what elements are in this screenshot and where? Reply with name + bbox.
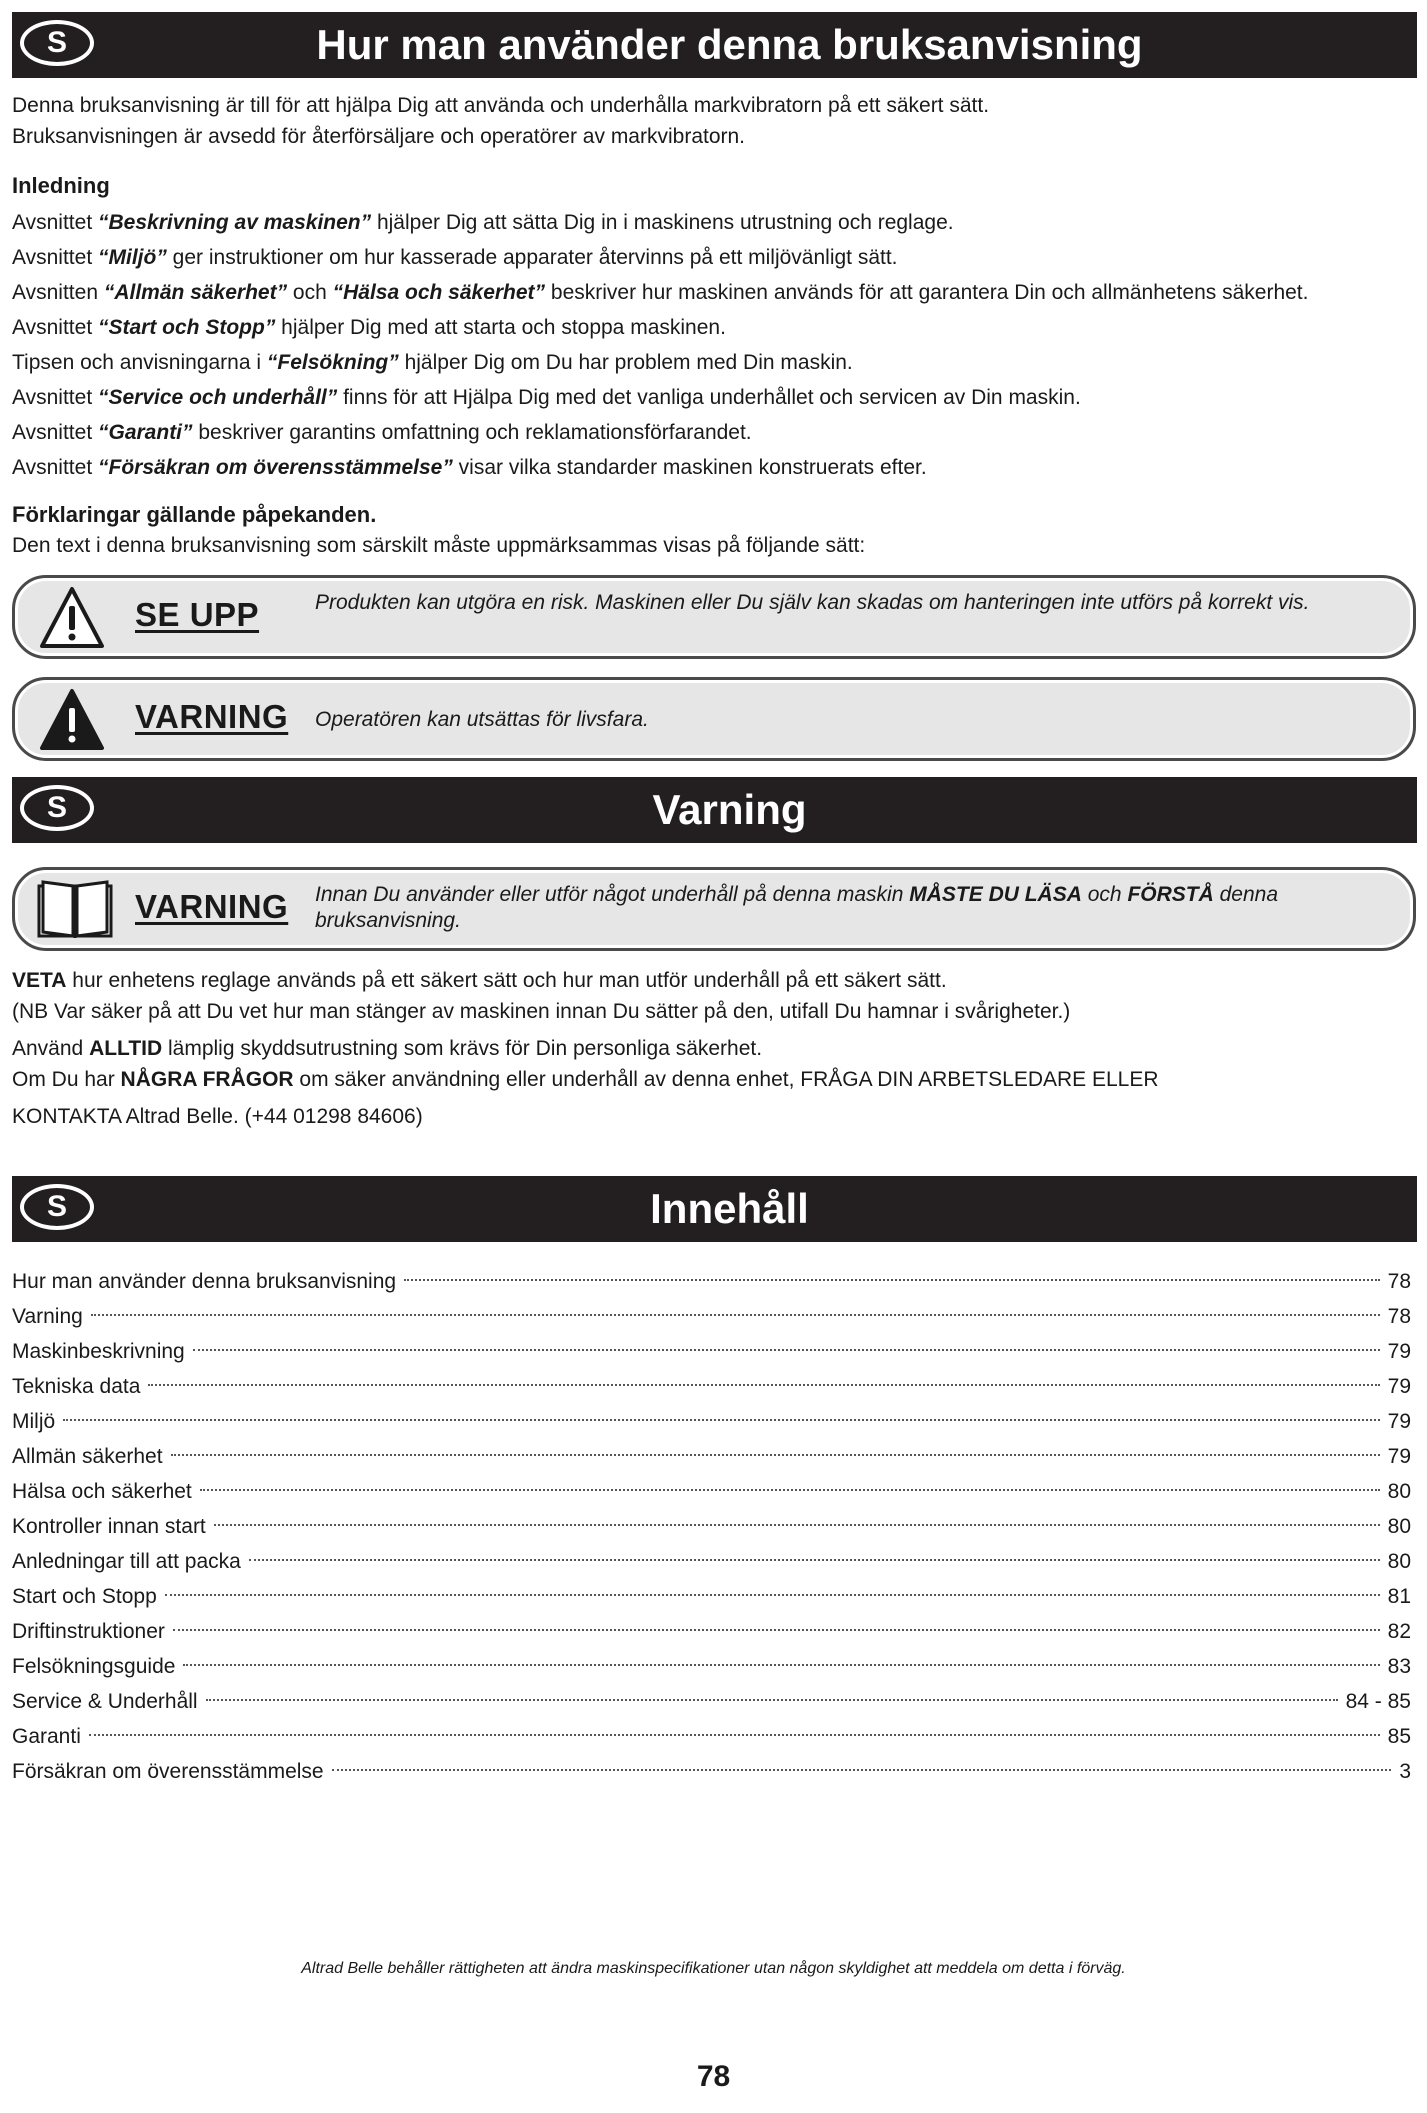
toc-entry[interactable]: Kontroller innan start 80 (12, 1515, 1411, 1538)
warning-triangle-icon (39, 688, 105, 752)
toc-entry[interactable]: Service & Underhåll 84 - 85 (12, 1690, 1411, 1713)
intro-paragraph: Avsnittet “Beskrivning av maskinen” hjälper Dig att sätta Dig in i maskinens utrustning och reglage. (12, 211, 954, 234)
intro-paragraph: Avsnittet “Service och underhåll” finns för att Hjälpa Dig med det vanliga underhållet och servicen av Din maskin. (12, 386, 1081, 409)
caution-label: SE UPP (135, 596, 260, 633)
section-title: Varning (652, 786, 807, 833)
intro-line-1: Denna bruksanvisning är till för att hjälpa Dig att använda och underhålla markvibratorn på ett säkert sätt. (12, 94, 990, 117)
toc-entry[interactable]: Miljö 79 (12, 1410, 1411, 1433)
footer-disclaimer: Altrad Belle behåller rättigheten att ändra maskinspecifikationer utan någon skyldighet att meddela om detta i förväg. (301, 1960, 1126, 1977)
read-manual-label: VARNING (135, 888, 289, 925)
section-title: Innehåll (650, 1185, 809, 1232)
warning-paragraph: Använd ALLTID lämplig skyddsutrustning som krävs för Din personliga säkerhet. (12, 1037, 763, 1060)
language-badge: S (20, 20, 94, 66)
intro-paragraph: Avsnittet “Garanti” beskriver garantins omfattning och reklamationsförfarandet. (12, 421, 752, 444)
intro-paragraph: Avsnittet “Start och Stopp” hjälper Dig med att starta och stoppa maskinen. (12, 316, 726, 339)
toc-entry[interactable]: Felsökningsguide 83 (12, 1655, 1411, 1678)
caution-notice (12, 575, 1416, 659)
document-page (12, 12, 1417, 1789)
explanations-text: Den text i denna bruksanvisning som särskilt måste uppmärksammas visas på följande sätt: (12, 534, 866, 557)
toc-entry[interactable]: Garanti 85 (12, 1725, 1411, 1748)
warning-notice (12, 677, 1416, 761)
section-banner-usage (12, 12, 1417, 78)
toc-entry[interactable]: Tekniska data 79 (12, 1375, 1411, 1398)
section-title: Hur man använder denna bruksanvisning (316, 21, 1143, 68)
inledning-heading: Inledning (12, 173, 110, 198)
section-banner-warning (12, 777, 1417, 843)
intro-paragraph: Avsnitten “Allmän säkerhet” och “Hälsa och säkerhet” beskriver hur maskinen används för att garantera Din och allmänhetens säkerhet. (12, 281, 1309, 304)
toc-entry[interactable]: Start och Stopp 81 (12, 1585, 1411, 1608)
language-badge: S (20, 1184, 94, 1230)
toc-entry[interactable]: Hälsa och säkerhet 80 (12, 1480, 1411, 1503)
explanations-heading: Förklaringar gällande påpekanden. (12, 502, 377, 527)
contact-line: KONTAKTA Altrad Belle. (+44 01298 84606) (12, 1105, 423, 1128)
caution-triangle-icon (39, 586, 105, 650)
toc-entry[interactable]: Varning 78 (12, 1305, 1411, 1328)
toc-entry[interactable]: Anledningar till att packa 80 (12, 1550, 1411, 1573)
toc-entry[interactable]: Försäkran om överensstämmelse 3 (12, 1760, 1411, 1783)
language-badge: S (20, 785, 94, 831)
caution-message: Produkten kan utgöra en risk. Maskinen eller Du själv kan skadas om hanteringen inte utförs på korrekt vis. (315, 591, 1310, 614)
read-manual-message: Innan Du använder eller utför något underhåll på denna maskin MÅSTE DU LÄSA och FÖRSTÅ denna bruksanvisning. (315, 883, 1278, 932)
toc-entry[interactable]: Driftinstruktioner 82 (12, 1620, 1411, 1643)
open-book-icon (35, 878, 115, 942)
warning-paragraph: VETA hur enhetens reglage används på ett säkert sätt och hur man utför underhåll på ett säkert sätt. (12, 969, 947, 992)
intro-paragraph: Avsnittet “Miljö” ger instruktioner om hur kasserade apparater återvinns på ett miljövänligt sätt. (12, 246, 898, 269)
read-manual-notice (12, 867, 1416, 951)
page-number: 78 (696, 2060, 731, 2093)
warning-paragraph: Om Du har NÅGRA FRÅGOR om säker användning eller underhåll av denna enhet, FRÅGA DIN ARBETSLEDARE ELLER (12, 1068, 1159, 1091)
table-of-contents (12, 1264, 1417, 1789)
section-banner-contents (12, 1176, 1417, 1242)
intro-paragraph: Avsnittet “Försäkran om överensstämmelse” visar vilka standarder maskinen konstruerats efter. (12, 456, 927, 479)
intro-line-2: Bruksanvisningen är avsedd för återförsäljare och operatörer av markvibratorn. (12, 125, 746, 148)
toc-entry[interactable]: Allmän säkerhet 79 (12, 1445, 1411, 1468)
toc-entry[interactable]: Maskinbeskrivning 79 (12, 1340, 1411, 1363)
warning-label: VARNING (135, 698, 289, 735)
intro-paragraph: Tipsen och anvisningarna i “Felsökning” hjälper Dig om Du har problem med Din maskin. (12, 351, 853, 374)
warning-message: Operatören kan utsättas för livsfara. (315, 708, 649, 731)
warning-paragraph: (NB Var säker på att Du vet hur man stänger av maskinen innan Du sätter på den, utifall Du hamnar i svårigheter.) (12, 1000, 1071, 1023)
toc-entry[interactable]: Hur man använder denna bruksanvisning 78 (12, 1270, 1411, 1293)
